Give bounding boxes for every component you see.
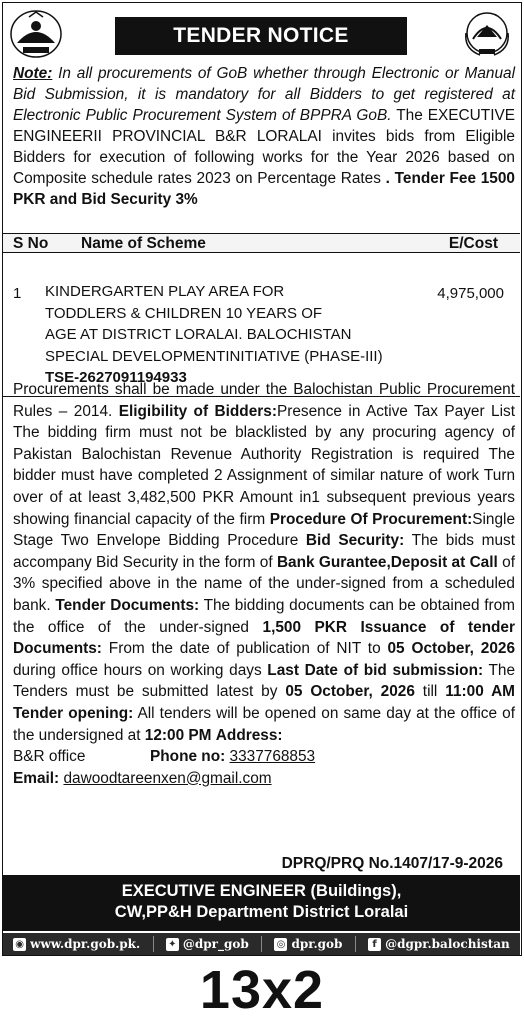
signatory-block: [3, 875, 520, 931]
eligibility-label: Eligibility of Bidders:: [118, 402, 277, 420]
row-scheme: [45, 281, 425, 389]
header-sno: S No: [13, 235, 49, 252]
row-cost: 4,975,000: [437, 285, 504, 302]
dgpr-seal-logo: [460, 9, 514, 59]
divider: [153, 936, 154, 952]
facebook-icon: f: [368, 938, 381, 951]
scheme-line: KINDERGARTEN PLAY AREA FOR: [45, 283, 285, 300]
eligibility-text: Presence in Active Tax Payer List The bidding firm must not be blacklisted by any procuring agency of Pakistan Balochistan Revenue Authority Registration is required The bidder must have completed 2 Assignment of similar nature of work Turn over of at least 3,482,500 PKR Amount in1 subsequent previous years showing financial capacity of the firm: [13, 402, 515, 528]
twitter-icon: ✦: [166, 938, 179, 951]
instagram-link[interactable]: [274, 937, 342, 951]
scheme-line: TODDLERS & CHILDREN 10 YEARS OF: [45, 304, 323, 322]
procedure-label: Procedure Of Procurement:: [269, 510, 473, 528]
globe-icon: ◉: [13, 938, 26, 951]
signatory-department: CW,PP&H Department District Loralai: [114, 903, 409, 921]
docs-text-2: From the date of publication of NIT to: [108, 640, 381, 658]
page-title: TENDER NOTICE: [115, 17, 407, 55]
scheme-line: AGE AT DISTRICT LORALAI. BALOCHISTAN: [45, 326, 352, 343]
twitter-label: @dpr_gob: [182, 937, 249, 951]
web-label: www.dpr.gob.pk.: [30, 937, 141, 951]
scheme-table: [3, 233, 520, 397]
facebook-link[interactable]: [368, 937, 510, 951]
instagram-icon: ◎: [274, 938, 287, 951]
docs-text: The bidding documents can be obtained from the office of the under-signed: [13, 596, 515, 636]
email-link[interactable]: dawoodtareenxen@gmail.com: [63, 769, 272, 787]
email-label: Email:: [13, 769, 60, 787]
dprq-number: DPRQ/PRQ No.1407/17-9-2026: [281, 855, 503, 872]
table-header: [3, 233, 520, 253]
security-text: The bids must accompany Bid Security in the form of: [13, 532, 515, 571]
twitter-link[interactable]: [166, 937, 249, 951]
docs-fee: 1,500 PKR Issuance of tender Documents:: [13, 618, 515, 658]
last-date-text: The Tenders must be submitted latest by: [13, 661, 516, 701]
last-date-label: Last Date of bid submission:: [267, 661, 484, 679]
phone-label: Phone no:: [150, 748, 226, 766]
divider: [355, 936, 356, 952]
address-value: B&R office: [13, 748, 86, 766]
opening-text: All tenders will be opened on same day at the office of the undersigned at: [13, 704, 515, 744]
web-link[interactable]: [13, 937, 140, 951]
row-sno: 1: [13, 285, 22, 302]
header-scheme: Name of Scheme: [81, 235, 206, 252]
balochistan-emblem-logo: [9, 9, 63, 59]
procedure-text: Single Stage Two Envelope Bidding Procedure: [13, 510, 516, 550]
opening-time: 12:00 PM: [144, 726, 212, 744]
invite-text: The EXECUTIVE ENGINEERII PROVINCIAL B&R LORALAI invites bids from Eligible Bidders for execution of following works for the Year 2026 based on Composite schedule rates 2023 on Percentage Rates: [13, 107, 515, 187]
tse-number: TSE-2627091194933: [45, 369, 187, 386]
divider: [261, 936, 262, 952]
header-cost: E/Cost: [448, 235, 498, 252]
ad-size-label: 13x2: [199, 960, 325, 1020]
fee-text: . Tender Fee 1500 PKR and Bid Security 3%: [13, 170, 515, 208]
instagram-label: dpr.gob: [291, 937, 343, 951]
social-bar: [3, 933, 520, 955]
docs-label: Tender Documents:: [55, 596, 200, 614]
terms-paragraph: [13, 379, 515, 789]
signatory-title: EXECUTIVE ENGINEER (Buildings),: [121, 882, 402, 900]
note-text: In all procurements of GoB whether through Electronic or Manual Bid Submission, it is mandatory for all Bidders to get registered at Electronic Public Procurement System of BPPRA GoB.: [13, 65, 516, 124]
security-label: Bid Security:: [305, 532, 405, 550]
notice-header: [3, 3, 520, 65]
security-type: Bank Gurantee,Deposit at Call: [276, 553, 498, 571]
last-date-value: 05 October, 2026: [285, 683, 415, 701]
note-label: Note:: [13, 65, 53, 82]
security-text-2: of 3% specified above in the name of the under-signed from a scheduled bank.: [13, 553, 515, 614]
facebook-label: @dgpr.balochistan: [385, 937, 510, 951]
docs-text-3: during office hours on working days: [13, 661, 262, 679]
last-time-value: 11:00 AM: [445, 683, 515, 701]
scheme-line: SPECIAL DEVELOPMENTINITIATIVE (PHASE-III): [45, 347, 383, 365]
address-label: Address:: [215, 726, 283, 744]
rules-text: Procurements shall be made under the Balochistan Public Procurement Rules – 2014.: [13, 381, 515, 420]
notice-frame: [2, 2, 522, 956]
phone-link[interactable]: 3337768853: [229, 748, 316, 766]
intro-paragraph: [13, 63, 515, 210]
opening-label: Tender opening:: [13, 704, 134, 722]
table-row: [3, 253, 520, 397]
last-date-text-2: till: [422, 683, 438, 701]
docs-date: 05 October, 2026: [387, 640, 515, 658]
